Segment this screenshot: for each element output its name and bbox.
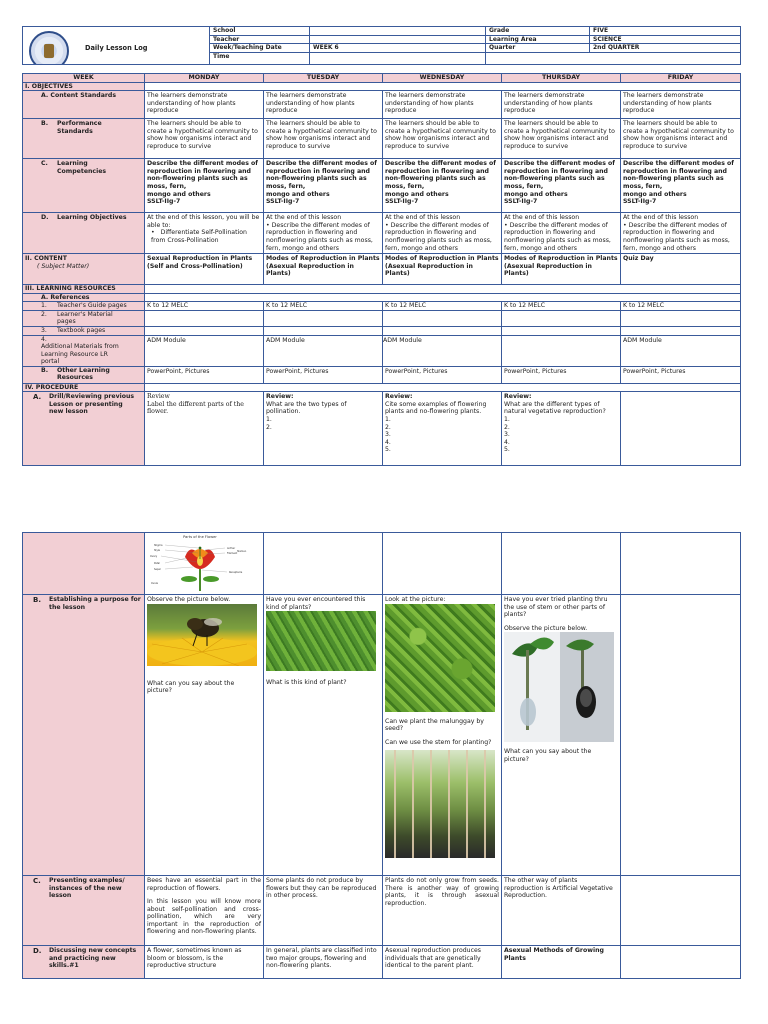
cell-other-resources: PowerPoint, Pictures [502, 366, 621, 383]
cell-content-standard: The learners demonstrate understanding of how plants reproduce [383, 91, 502, 119]
row-label-content-standards: A. Content Standards [23, 91, 145, 119]
lesson-log-page-2 [22, 532, 740, 979]
cell-examples-monday: Bees have an essential part in the reproduction of flowers. In this lesson you will know more about self-pollination and cross-pollination, which are very important in the reproduction of flowering and non-flowering plants. [145, 876, 264, 946]
row-label-content: II. CONTENT ( Subject Matter) [23, 254, 145, 285]
row-label-examples: C. Presenting examples/ instances of the new lesson [23, 876, 145, 946]
cell-teachers-guide: K to 12 MELC [145, 302, 264, 311]
week-label: Week/Teaching Date [210, 44, 310, 53]
time-value[interactable] [310, 52, 486, 64]
time-label: Time [210, 52, 310, 64]
cell-performance-standard: The learners should be able to create a hypothetical community to show how organisms interact and reproduce to survive [145, 119, 264, 159]
cell-purpose-thursday: Have you ever tried planting thru the use of stem or other parts of plants? Observe the picture below. What can you say about the picture? [502, 595, 621, 876]
row-label-performance-standards: B. Performance Standards [23, 119, 145, 159]
quarter-value[interactable]: 2nd QUARTER [590, 44, 741, 53]
cell-additional-materials: ADM Module [145, 335, 264, 366]
cell-examples-tuesday: Some plants do not produce by flowers but they can be reproduced in other process. [264, 876, 383, 946]
cell-purpose-tuesday: Have you ever encountered this kind of plants? What is this kind of plant? [264, 595, 383, 876]
cell-other-resources: PowerPoint, Pictures [621, 366, 741, 383]
cell-discussing-wednesday: Asexual reproduction produces individuals that are genetically identical to the parent plant. [383, 946, 502, 979]
cell-learning-objective: At the end of this lesson • Describe the different modes of reproduction in flowering and nonflowering plants such as moss, fern, mongo and others [502, 213, 621, 254]
bee-on-flower-image [147, 604, 257, 666]
school-label: School [210, 27, 310, 36]
teacher-value[interactable] [310, 35, 486, 44]
grade-label: Grade [486, 27, 590, 36]
cell-other-resources: PowerPoint, Pictures [145, 366, 264, 383]
cell-performance-standard: The learners should be able to create a hypothetical community to show how organisms interact and reproduce to survive [502, 119, 621, 159]
row-label-discussing: D. Discussing new concepts and practicing new skills.#1 [23, 946, 145, 979]
cell-learning-objective: At the end of this lesson • Describe the different modes of reproduction in flowering and nonflowering plants such as moss, fern, mongo and others [383, 213, 502, 254]
lesson-log-page-1 [22, 26, 740, 466]
lesson-plan-table [22, 73, 741, 467]
diagram-label: Sepal [154, 568, 161, 571]
diagram-title: Parts of the Flower [183, 535, 217, 539]
row-label-references: A. References [23, 293, 145, 302]
diagram-label: Stigma [154, 544, 163, 547]
cell-competency: Describe the different modes of reproduction in flowering and non-flowering plants such as moss, fern, mongo and others SSLT-IIg-7 [264, 159, 383, 213]
diagram-label: Stamen [237, 550, 247, 553]
diagram-label: Ovule [151, 582, 158, 585]
diagram-label: Ovary [150, 555, 158, 558]
header-table [22, 26, 741, 65]
row-label-additional-materials: 4.Additional Materials from Learning Resource LR portal [23, 335, 145, 366]
cell-performance-standard: The learners should be able to create a hypothetical community to show how organisms interact and reproduce to survive [264, 119, 383, 159]
column-header-row [23, 73, 741, 82]
quarter-label: Quarter [486, 44, 590, 53]
fern-image [266, 611, 376, 671]
section-learning-resources: III. LEARNING RESOURCES [23, 285, 145, 294]
column-header: FRIDAY [621, 73, 741, 82]
grade-value[interactable]: FIVE [590, 27, 741, 36]
teacher-label: Teacher [210, 35, 310, 44]
cell-drill-monday: Review Label the different parts of the flower. [145, 392, 264, 466]
cell-teachers-guide: K to 12 MELC [383, 302, 502, 311]
row-label-learning-objectives: D. Learning Objectives [23, 213, 145, 254]
column-header: WEDNESDAY [383, 73, 502, 82]
cell-competency: Describe the different modes of reproduction in flowering and non-flowering plants such as moss, fern, mongo and others SSLT-IIg-7 [621, 159, 741, 213]
cell-examples-thursday: The other way of plants reproduction is Artificial Vegetative Reproduction. [502, 876, 621, 946]
page-title: Daily Lesson Log [85, 44, 148, 52]
column-header: WEEK [23, 73, 145, 82]
area-value[interactable]: SCIENCE [590, 35, 741, 44]
cell-content: Quiz Day [621, 254, 741, 285]
cell-drill-wednesday: Review: Cite some examples of flowering plants and no-flowering plants. 1. 2. 3. 4. 5. [383, 392, 502, 466]
diagram-label: Filament [227, 552, 238, 555]
school-value[interactable] [310, 27, 486, 36]
row-label-learners-material: 2. Learner's Material pages [23, 310, 145, 326]
row-label-competencies: C. Learning Competencies [23, 159, 145, 213]
cell-competency: Describe the different modes of reproduction in flowering and non-flowering plants such as moss, fern, mongo and others SSLT-IIg-7 [145, 159, 264, 213]
cell-discussing-thursday: Asexual Methods of Growing Plants [502, 946, 621, 979]
cell-purpose-wednesday: Look at the picture: Can we plant the malunggay by seed? Can we use the stem for planting? [383, 595, 502, 876]
cell-teachers-guide: K to 12 MELC [502, 302, 621, 311]
cell-purpose-monday: Observe the picture below. What can you say about the picture? [145, 595, 264, 876]
column-header: THURSDAY [502, 73, 621, 82]
row-label-textbook: 3. Textbook pages [23, 326, 145, 335]
cell-discussing-monday: A flower, sometimes known as bloom or blossom, is the reproductive structure [145, 946, 264, 979]
section-objectives: I. OBJECTIVES [23, 82, 145, 91]
header-logo-cell [23, 27, 210, 65]
row-label-teachers-guide: 1. Teacher's Guide pages [23, 302, 145, 311]
row-label-other-resources: B. Other Learning Resources [23, 366, 145, 383]
cell-performance-standard: The learners should be able to create a hypothetical community to show how organisms interact and reproduce to survive [621, 119, 741, 159]
area-label: Learning Area [486, 35, 590, 44]
cell-other-resources: PowerPoint, Pictures [383, 366, 502, 383]
plant-cutting-image [504, 632, 614, 742]
cell-competency: Describe the different modes of reproduction in flowering and non-flowering plants such as moss, fern, mongo and others SSLT-IIg-7 [383, 159, 502, 213]
cell-drill-tuesday: Review: What are the two types of pollination. 1. 2. [264, 392, 383, 466]
cell-drill-thursday: Review: What are the different types of natural vegetative reproduction? 1. 2. 3. 4. 5. [502, 392, 621, 466]
deped-seal-logo [29, 31, 69, 64]
cell-examples-wednesday: Plants do not only grow from seeds. There is another way of growing plants, it is through asexual reproduction. [383, 876, 502, 946]
cell-additional-materials: ADM Module [621, 335, 741, 366]
week-value[interactable]: WEEK 6 [310, 44, 486, 53]
cell-content-standard: The learners demonstrate understanding of how plants reproduce [502, 91, 621, 119]
cell-content: Modes of Reproduction in Plants (Asexual Reproduction in Plants) [383, 254, 502, 285]
cell-additional-materials: ADM Module [383, 335, 502, 366]
cell-learning-objective: At the end of this lesson, you will be able to: • Differentiate Self-Pollination from Cross-Pollination [145, 213, 264, 254]
cell-flower-diagram [145, 533, 264, 595]
cell-content: Modes of Reproduction in Plants (Asexual Reproduction in Plants) [502, 254, 621, 285]
cell-content: Modes of Reproduction in Plants (Asexual Reproduction in Plants) [264, 254, 383, 285]
cell-other-resources: PowerPoint, Pictures [264, 366, 383, 383]
cell-discussing-tuesday: In general, plants are classified into two major groups, flowering and non-flowering plants. [264, 946, 383, 979]
cell-teachers-guide: K to 12 MELC [264, 302, 383, 311]
cell-content-standard: The learners demonstrate understanding of how plants reproduce [264, 91, 383, 119]
row-label-drill: A. Drill/Reviewing previous Lesson or presenting new lesson [23, 392, 145, 466]
cell-teachers-guide: K to 12 MELC [621, 302, 741, 311]
cell-additional-materials [502, 335, 621, 366]
cell-content: Sexual Reproduction in Plants (Self and Cross-Pollination) [145, 254, 264, 285]
cell-content-standard: The learners demonstrate understanding of how plants reproduce [145, 91, 264, 119]
cell-additional-materials: ADM Module [264, 335, 383, 366]
cell-content-standard: The learners demonstrate understanding of how plants reproduce [621, 91, 741, 119]
malunggay-plant-image [385, 604, 495, 712]
lesson-plan-table-continued [22, 532, 741, 979]
diagram-label: Petal [154, 562, 160, 565]
cell-performance-standard: The learners should be able to create a hypothetical community to show how organisms interact and reproduce to survive [383, 119, 502, 159]
flower-parts-diagram [145, 533, 255, 593]
section-procedure: IV. PROCEDURE [23, 383, 145, 392]
row-label-purpose: B. Establishing a purpose for the lesson [23, 595, 145, 876]
diagram-label: Style [154, 549, 161, 552]
diagram-label: Anther [227, 547, 236, 550]
column-header: TUESDAY [264, 73, 383, 82]
cell-learning-objective: At the end of this lesson • Describe the different modes of reproduction in flowering and nonflowering plants such as moss, fern, mongo and others [621, 213, 741, 254]
cell-competency: Describe the different modes of reproduction in flowering and non-flowering plants such as moss, fern, mongo and others SSLT-IIg-7 [502, 159, 621, 213]
cell-learning-objective: At the end of this lesson • Describe the different modes of reproduction in flowering and nonflowering plants such as moss, fern, mongo and others [264, 213, 383, 254]
column-header: MONDAY [145, 73, 264, 82]
stem-cuttings-image [385, 750, 495, 858]
diagram-label: Receptacle [229, 571, 243, 574]
